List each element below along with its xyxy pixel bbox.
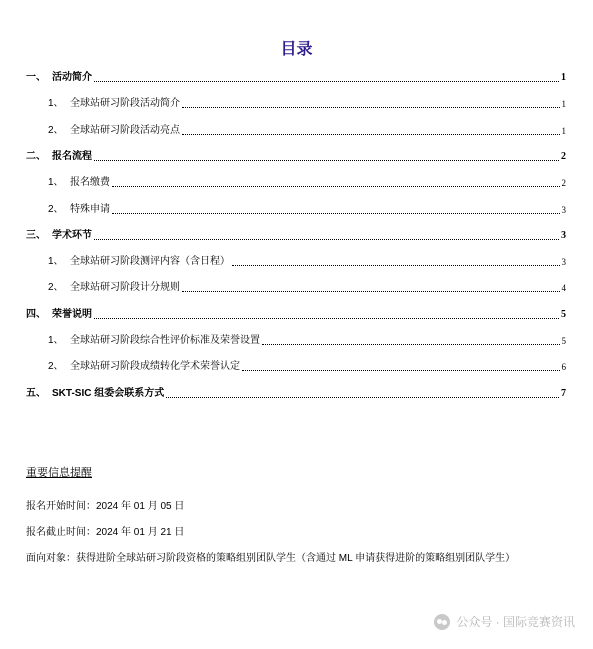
toc-entry[interactable] [48,125,566,137]
toc-entry[interactable] [26,72,566,84]
toc-entry-page: 3 [561,230,566,241]
watermark-text: 公众号 · 国际竞赛资讯 [456,615,575,629]
toc-entry-text: 学术环节 [52,230,92,241]
notice-title: 重要信息提醒 [26,467,92,479]
toc-leader-dots [94,81,559,82]
notice-heading [26,464,92,480]
toc-entry[interactable] [48,177,566,189]
watermark [434,613,575,630]
toc-entry[interactable] [48,282,566,294]
toc-entry[interactable] [48,335,566,347]
toc-entry-text: 全球站研习阶段综合性评价标准及荣誉设置 [70,335,260,346]
toc-entry-page: 7 [561,388,566,399]
toc-entry-page: 6 [561,362,566,372]
registration-start: 报名开始时间：2024 年 01 月 05 日 [26,501,185,512]
toc-entry-number: 二、 [26,151,46,162]
toc-entry-page: 1 [561,126,566,136]
registration-end: 报名截止时间：2024 年 01 月 21 日 [26,527,185,538]
toc-entry-number: 1、 [48,335,64,346]
toc-entry[interactable] [26,388,566,400]
toc-entry-number: 2、 [48,125,64,136]
toc-leader-dots [262,344,560,345]
toc-leader-dots [94,239,559,240]
toc-entry-number: 五、 [26,388,46,399]
toc-entry-page: 1 [561,72,566,83]
toc-leader-dots [242,370,560,371]
toc-entry-number: 四、 [26,309,46,320]
toc-entry-number: 一、 [26,72,46,83]
toc-entry-number: 1、 [48,98,64,109]
wechat-icon [434,614,450,630]
toc-entry[interactable] [26,309,566,321]
target-audience: 面向对象：获得进阶全球站研习阶段资格的策略组别团队学生（含通过 ML 申请获得进阶的策略组别团队学生） [26,553,516,564]
toc-leader-dots [112,213,560,214]
toc-entry-number: 2、 [48,361,64,372]
toc-leader-dots [182,134,560,135]
toc-entry-text: 全球站研习阶段活动亮点 [70,125,180,136]
toc-entry-text: 报名流程 [52,151,92,162]
toc-title: 目录 [280,39,313,58]
toc-leader-dots [166,397,559,398]
toc-entry-text: 报名缴费 [70,177,110,188]
toc-entry-text: 活动简介 [52,72,92,83]
toc-leader-dots [182,291,560,292]
toc-entry[interactable] [26,230,566,242]
toc-entry-page: 5 [561,309,566,320]
toc-entry-text: SKT-SIC 组委会联系方式 [52,388,165,399]
toc-entry-number: 1、 [48,177,64,188]
toc-entry-page: 2 [561,178,566,188]
toc-entry[interactable] [48,361,566,373]
toc-entry-number: 1、 [48,256,64,267]
toc-entry-page: 4 [561,283,566,293]
toc-leader-dots [112,186,560,187]
toc-entry[interactable] [48,256,566,268]
toc-entry[interactable] [48,204,566,216]
toc-entry-page: 3 [561,257,566,267]
toc-entry-number: 2、 [48,204,64,215]
toc-entry-number: 三、 [26,230,46,241]
toc-entry[interactable] [26,151,566,163]
toc-leader-dots [232,265,560,266]
toc-entry-page: 1 [561,99,566,109]
toc-entry-page: 2 [561,151,566,162]
toc-entry-text: 全球站研习阶段计分规则 [70,282,180,293]
toc-entry-text: 全球站研习阶段成绩转化学术荣誉认定 [70,361,240,372]
toc-entry-page: 3 [561,205,566,215]
toc-leader-dots [182,107,560,108]
toc-entry-text: 特殊申请 [70,204,110,215]
toc-entry[interactable] [48,98,566,110]
toc-entry-page: 5 [561,336,566,346]
toc-leader-dots [94,318,559,319]
toc-entry-number: 2、 [48,282,64,293]
toc-leader-dots [94,160,559,161]
toc-entry-text: 全球站研习阶段测评内容（含日程） [70,256,230,267]
toc-entry-text: 荣誉说明 [52,309,92,320]
toc-entry-text: 全球站研习阶段活动简介 [70,98,180,109]
